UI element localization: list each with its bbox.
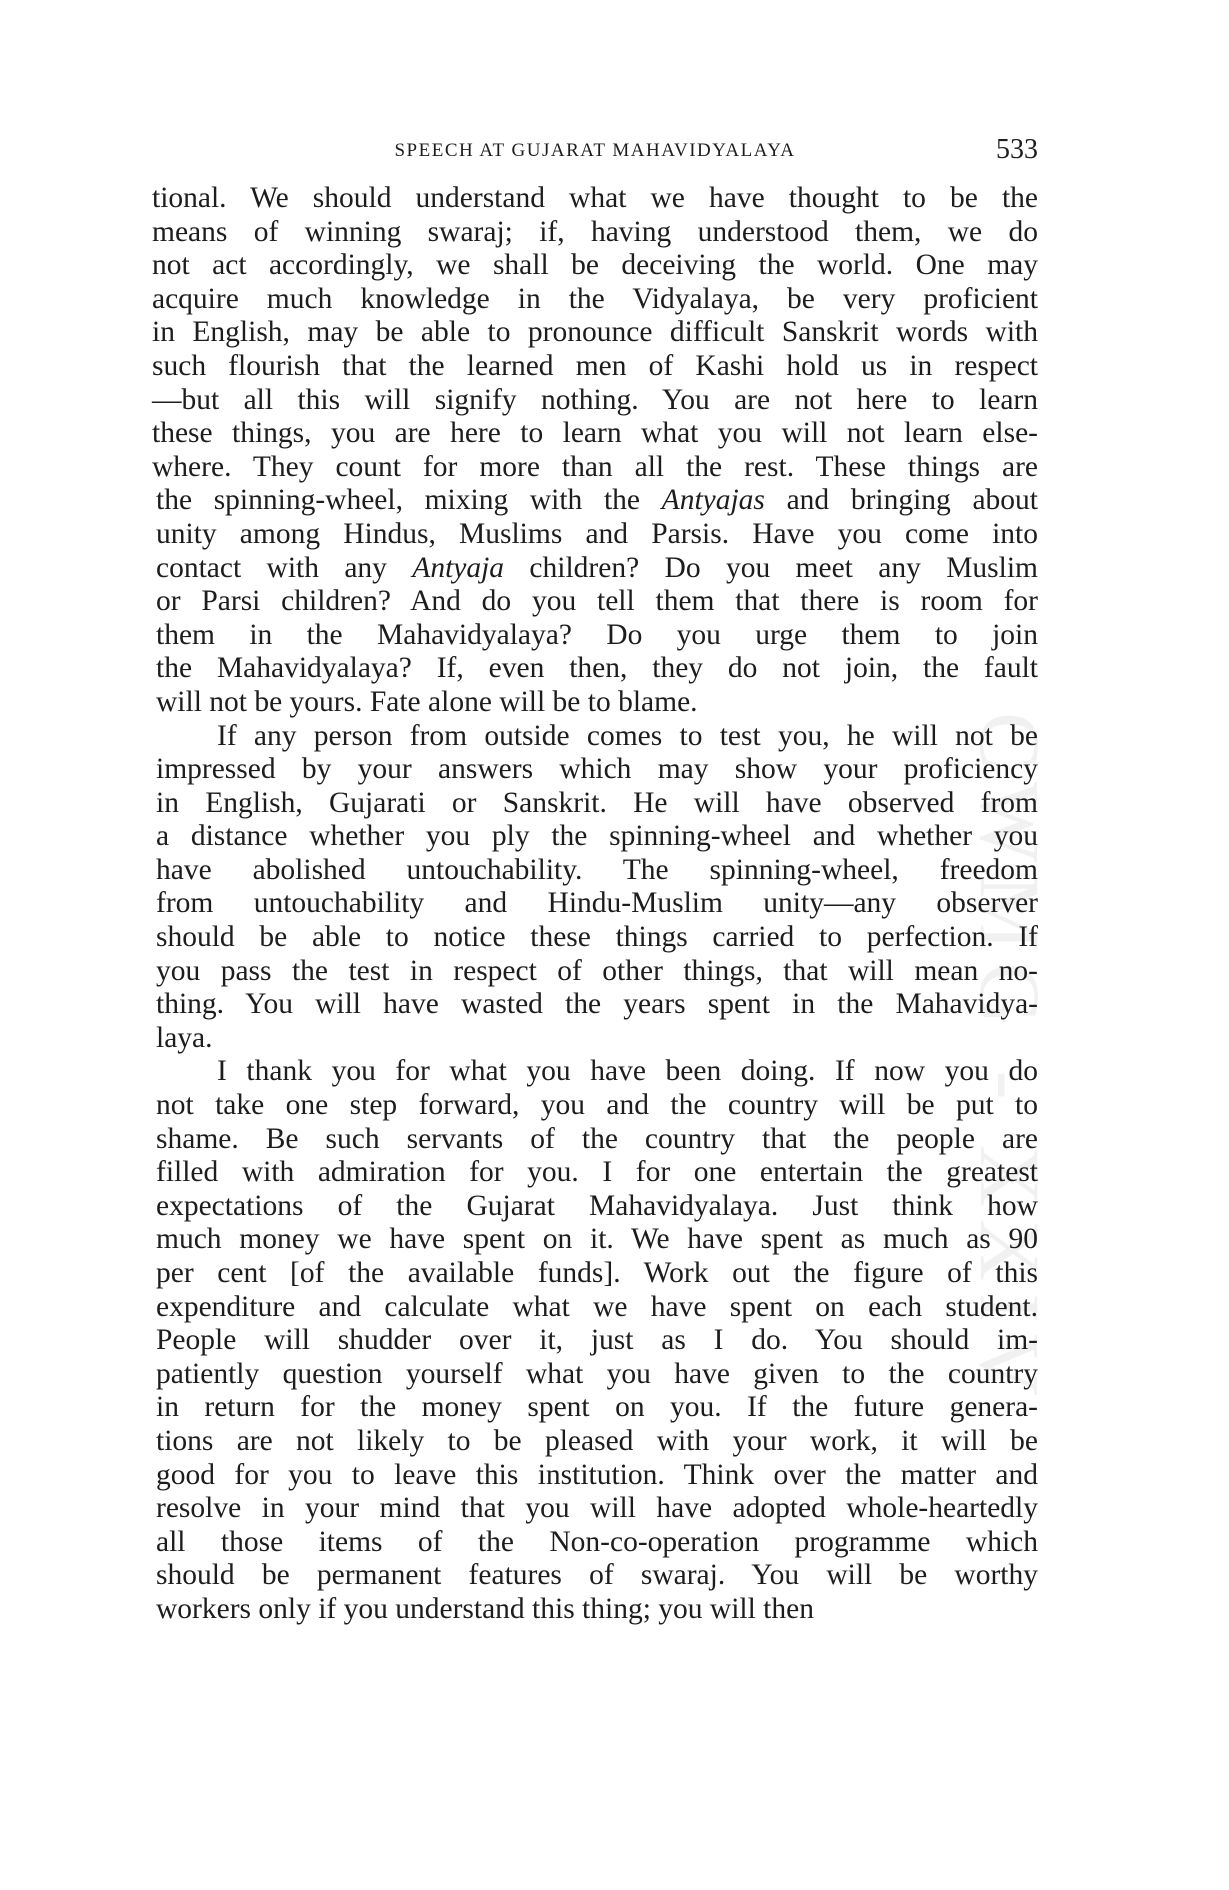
text-line: all those items of the Non-co-operation programme which xyxy=(156,1525,1038,1558)
text-line: tional. We should understand what we have thought to be the xyxy=(152,182,1038,214)
italic-term: Antyajas xyxy=(661,484,765,517)
text-line xyxy=(156,484,1038,518)
text-line: filled with admiration for you. I for one entertain the greatest xyxy=(156,1156,1038,1189)
text-line: People will shudder over it, just as I do. You should im- xyxy=(156,1324,1038,1357)
text-line: expectations of the Gujarat Mahavidyalaya. Just think how xyxy=(156,1189,1038,1222)
text-line: workers only if you understand this thing; you will then xyxy=(156,1592,814,1625)
text-segment: the spinning-wheel, mixing with the xyxy=(156,484,662,517)
text-line: should be permanent features of swaraj. You will be worthy xyxy=(156,1559,1038,1592)
running-header xyxy=(152,134,1038,174)
text-line: tions are not likely to be pleased with your work, it will be xyxy=(156,1424,1038,1457)
text-line: —but all this will signify nothing. You are not here to learn xyxy=(152,383,1038,416)
text-segment: contact with any xyxy=(156,551,413,584)
text-line: patiently question yourself what you have given to the country xyxy=(156,1357,1038,1390)
text-line: not take one step forward, you and the country will be put to xyxy=(156,1089,1038,1122)
page-number: 533 xyxy=(996,134,1038,165)
text-line: unity among Hindus, Muslims and Parsis. Have you come into xyxy=(156,517,1038,550)
text-line: in English, Gujarati or Sanskrit. He will have observed from xyxy=(156,786,1038,819)
text-line: them in the Mahavidyalaya? Do you urge them to join xyxy=(156,618,1038,651)
text-line: I thank you for what you have been doing. If now you do xyxy=(217,1055,1038,1088)
text-line: acquire much knowledge in the Vidyalaya, be very proficient xyxy=(152,282,1038,315)
text-line: have abolished untouchability. The spinning-wheel, freedom xyxy=(156,853,1038,886)
text-line: from untouchability and Hindu-Muslim unity—any observer xyxy=(156,887,1038,920)
text-line: the Mahavidyalaya? If, even then, they do not join, the fault xyxy=(156,652,1038,685)
text-line: means of winning swaraj; if, having understood them, we do xyxy=(152,215,1038,248)
text-line: per cent [of the available funds]. Work out the figure of this xyxy=(156,1257,1038,1289)
text-line: resolve in your mind that you will have adopted whole-heartedly xyxy=(156,1492,1038,1525)
text-line: a distance whether you ply the spinning-wheel and whether you xyxy=(156,820,1038,853)
text-line: not act accordingly, we shall be deceiving the world. One may xyxy=(152,249,1038,282)
text-line: good for you to leave this institution. Think over the matter and xyxy=(156,1458,1038,1491)
text-line: much money we have spent on it. We have spent as much as 90 xyxy=(156,1223,1038,1256)
text-line: If any person from outside comes to test you, he will not be xyxy=(217,719,1038,752)
running-title: SPEECH AT GUJARAT MAHAVIDYALAYA xyxy=(394,140,796,161)
text-line: will not be yours. Fate alone will be to blame. xyxy=(156,685,698,718)
italic-term: Antyaja xyxy=(412,551,505,584)
text-line: you pass the test in respect of other things, that will mean no- xyxy=(156,954,1038,987)
text-line: or Parsi children? And do you tell them that there is room for xyxy=(156,585,1038,618)
text-line: impressed by your answers which may show your proficiency xyxy=(156,753,1038,786)
text-line: shame. Be such servants of the country that the people are xyxy=(156,1122,1038,1155)
watermark: CWMG - XXIV xyxy=(962,712,1058,1408)
text-line: should be able to notice these things carried to perfection. If xyxy=(156,921,1038,954)
text-line: these things, you are here to learn what you will not learn else- xyxy=(152,417,1038,450)
text-segment: children? Do you meet any Muslim xyxy=(504,551,1038,584)
text-line: expenditure and calculate what we have spent on each student. xyxy=(156,1290,1038,1323)
text-line: laya. xyxy=(156,1021,213,1054)
text-line: in English, may be able to pronounce difficult Sanskrit words with xyxy=(152,316,1038,349)
text-line xyxy=(156,552,1038,586)
text-line: thing. You will have wasted the years spent in the Mahavidya- xyxy=(156,988,1038,1021)
body-text xyxy=(152,182,1038,1627)
text-segment: and bringing about xyxy=(764,484,1038,517)
text-line: in return for the money spent on you. If the future genera- xyxy=(156,1391,1038,1424)
text-line: such flourish that the learned men of Kashi hold us in respect xyxy=(152,349,1038,382)
text-line: where. They count for more than all the rest. These things are xyxy=(152,450,1038,483)
